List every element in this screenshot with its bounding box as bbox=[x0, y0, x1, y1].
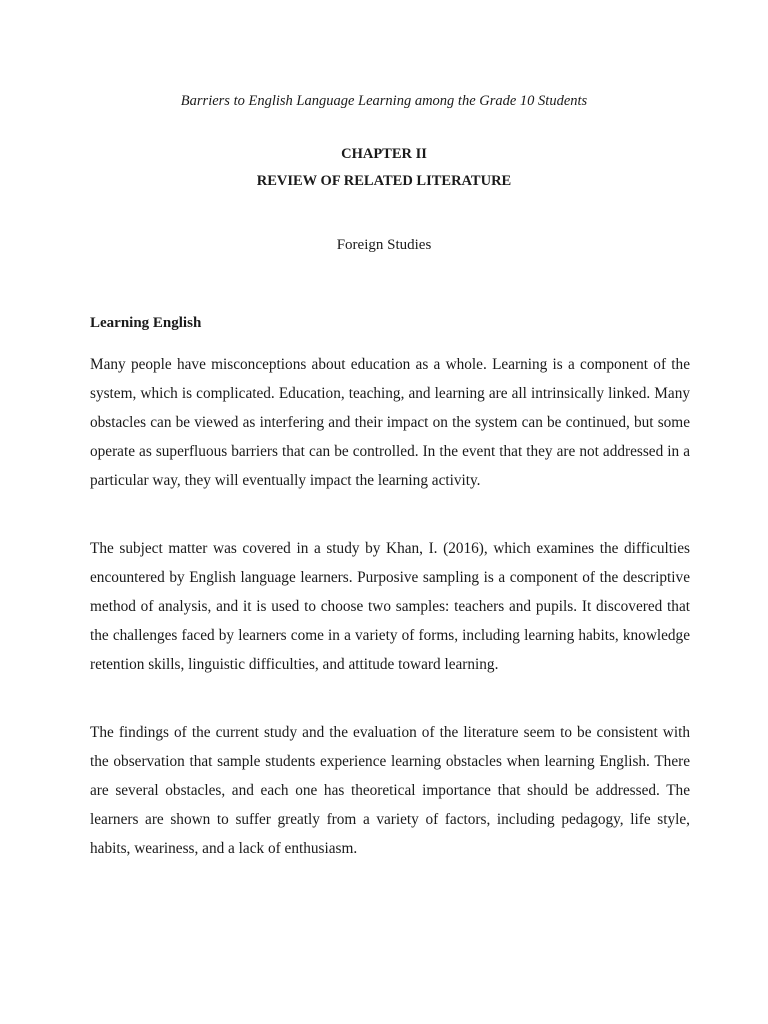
paragraph-2: The subject matter was covered in a study by Khan, I. (2016), which examines the difficulties encountered by English language learners. Purposive sampling is a component of the descriptive method of analysis, and it is used to choose two samples: teachers and pupils. It discovered that the challenges faced by learners come in a variety of forms, including learning habits, knowledge retention skills, linguistic difficulties, and attitude toward learning. bbox=[90, 540, 690, 673]
running-title: Barriers to English Language Learning among the Grade 10 Students bbox=[180, 93, 588, 109]
subsection-heading: Learning English bbox=[90, 315, 202, 331]
paragraph-1: Many people have misconceptions about education as a whole. Learning is a component of the system, which is complicated. Education, teaching, and learning are all intrinsically linked. Many obstacles can be viewed as interfering and their impact on the system can be continued, but some operate as superfluous barriers that can be controlled. In the event that they are not addressed in a particular way, they will eventually impact the learning activity. bbox=[90, 356, 690, 489]
chapter-title: REVIEW OF RELATED LITERATURE bbox=[256, 173, 512, 189]
paragraph-3: The findings of the current study and the evaluation of the literature seem to be consistent with the observation that sample students experience learning obstacles when learning English. There are several obstacles, and each one has theoretical importance that should be addressed. The learners are shown to suffer greatly from a variety of factors, including pedagogy, life style, habits, weariness, and a lack of enthusiasm. bbox=[90, 724, 690, 857]
section-title: Foreign Studies bbox=[336, 237, 432, 253]
chapter-number: CHAPTER II bbox=[341, 146, 427, 162]
